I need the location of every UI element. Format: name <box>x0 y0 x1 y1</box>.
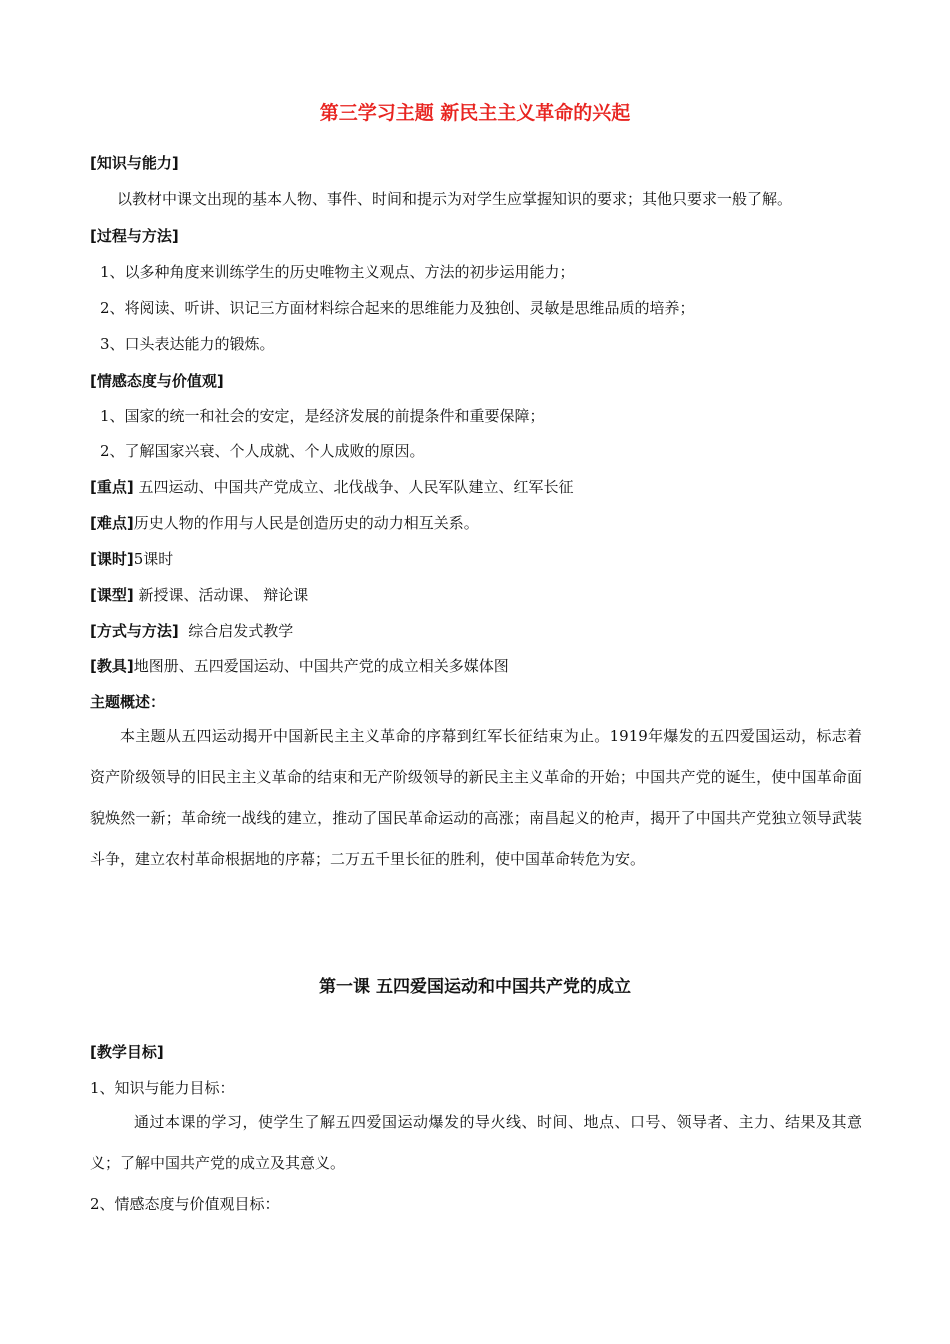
goal1-label: 1、知识与能力目标： <box>90 1079 235 1097</box>
method-label: [方式与方法] <box>90 622 179 640</box>
key-point-label: [重点] <box>90 478 134 496</box>
lesson-type-label: [课型] <box>90 586 134 604</box>
lesson-title: 第一课 五四爱国运动和中国共产党的成立 <box>319 977 631 997</box>
process-item-3: 3、口头表达能力的锻炼。 <box>100 335 275 353</box>
difficulty-value: 历史人物的作用与人民是创造历史的动力相互关系。 <box>133 514 479 532</box>
process-item-1: 1、以多种角度来训练学生的历史唯物主义观点、方法的初步运用能力； <box>100 263 575 281</box>
goal1-paragraph: 通过本课的学习，使学生了解五四爱国运动爆发的导火线、时间、地点、口号、领导者、主力、结果及其意义；了解中国共产党的成立及其意义。 <box>90 1113 862 1172</box>
tools-label: [教具] <box>90 657 134 675</box>
knowledge-text: 以教材中课文出现的基本人物、事件、时间和提示为对学生应掌握知识的要求；其他只要求一般了解。 <box>117 190 793 208</box>
tools-value: 地图册、五四爱国运动、中国共产党的成立相关多媒体图 <box>133 657 509 675</box>
method-row <box>90 621 293 641</box>
hours-row <box>90 549 173 569</box>
key-point-value: 五四运动、中国共产党成立、北伐战争、人民军队建立、红军长征 <box>133 478 574 496</box>
goals-heading: [教学目标] <box>90 1043 164 1061</box>
lesson-type-row <box>90 585 308 605</box>
goal2-label: 2、情感态度与价值观目标： <box>90 1195 280 1213</box>
difficulty-label: [难点] <box>90 514 134 532</box>
method-value: 综合启发式教学 <box>178 622 294 640</box>
key-point-row <box>90 477 574 497</box>
knowledge-heading: [知识与能力] <box>90 154 179 172</box>
tools-row <box>90 656 509 676</box>
emotion-item-2: 2、了解国家兴衰、个人成就、个人成败的原因。 <box>100 442 425 460</box>
overview-paragraph: 本主题从五四运动揭开中国新民主主义革命的序幕到红军长征结束为止。1919年爆发的五四爱国运动，标志着资产阶级领导的旧民主主义革命的结束和无产阶级领导的新民主主义革命的开始；中国共产党的诞生，使中国革命面貌焕然一新；革命统一战线的建立，推动了国民革命运动的高涨；南昌起义的枪声，揭开了中国共产党独立领导武装斗争，建立农村革命根据地的序幕；二万五千里长征的胜利，使中国革命转危为安。 <box>90 727 862 868</box>
emotion-item-1: 1、国家的统一和社会的安定，是经济发展的前提条件和重要保障； <box>100 407 545 425</box>
hours-label: [课时] <box>90 550 134 568</box>
lesson-type-value: 新授课、活动课、 辩论课 <box>133 586 309 604</box>
difficulty-row <box>90 513 479 533</box>
page-title: 第三学习主题 新民主主义革命的兴起 <box>319 102 631 124</box>
process-heading: [过程与方法] <box>90 227 179 245</box>
emotion-heading: [情感态度与价值观] <box>90 372 224 390</box>
overview-heading: 主题概述： <box>90 693 166 711</box>
hours-value: 5课时 <box>133 550 174 568</box>
process-item-2: 2、将阅读、听讲、识记三方面材料综合起来的思维能力及独创、灵敏是思维品质的培养； <box>100 299 695 317</box>
